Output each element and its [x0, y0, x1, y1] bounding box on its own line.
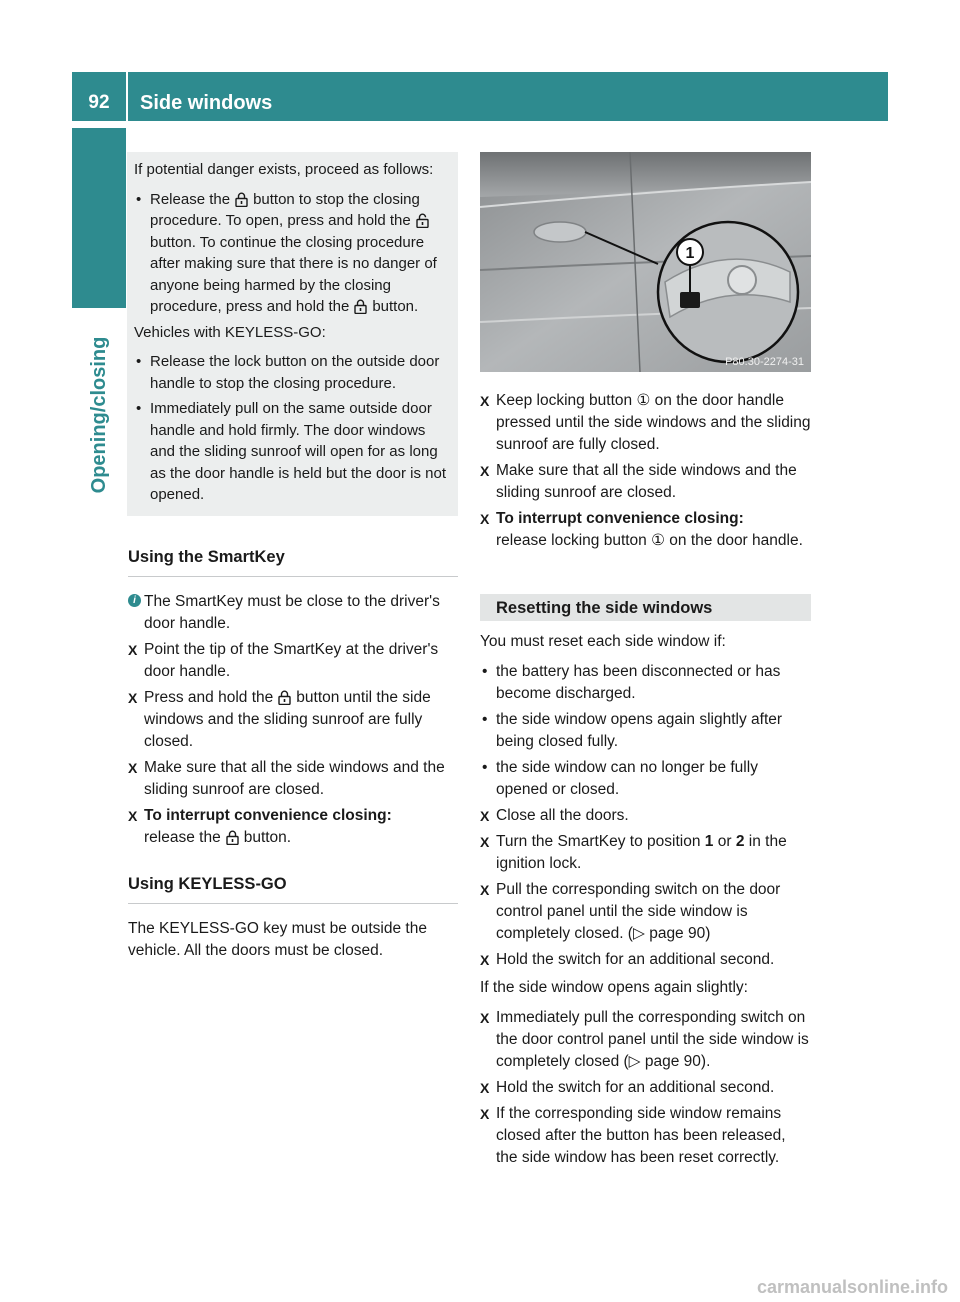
step-item	[480, 879, 811, 945]
step-text: Make sure that all the side windows and the sliding sunroof are closed.	[496, 462, 797, 501]
danger-intro: If potential danger exists, proceed as follows:	[134, 161, 434, 178]
x-step-icon: X	[128, 759, 138, 776]
step-text: Make sure that all the side windows and the sliding sunroof are closed.	[144, 758, 445, 798]
x-step-icon: X	[128, 807, 138, 824]
unlock-icon	[416, 213, 429, 228]
x-step-icon: X	[480, 1010, 490, 1026]
step-text: Immediately pull the corresponding switch on the door control panel until the side window is completely closed (▷ page 90).	[496, 1009, 809, 1070]
step-item	[480, 1077, 811, 1099]
reset-bullet: • the side window can no longer be fully opened or closed.	[480, 757, 811, 801]
step-text: release the	[144, 828, 221, 846]
lock-icon	[226, 830, 239, 845]
bullet-text: Release the	[150, 190, 231, 208]
step-text: Point the tip of the SmartKey at the driver's door handle.	[144, 640, 439, 680]
x-step-icon: X	[480, 393, 490, 409]
step-item	[480, 805, 811, 827]
page-title: Side windows	[140, 92, 273, 114]
bullet-text: button to stop the closing procedure. To open, press and hold the	[150, 190, 420, 229]
step-text: in the ignition lock.	[496, 833, 787, 872]
x-step-icon: X	[480, 463, 490, 479]
step-item	[480, 390, 811, 456]
section-heading-reset: Resetting the side windows	[480, 594, 811, 621]
lock-icon	[278, 690, 291, 705]
photo-callout-number: 1	[685, 245, 695, 262]
side-section-label	[72, 310, 126, 520]
step-text: If the corresponding side window remains closed after the button has been released, the side window has been reset correctly.	[496, 1105, 786, 1166]
step-item	[128, 805, 458, 849]
step-text: Close all the doors.	[496, 807, 629, 824]
step-item	[480, 949, 811, 971]
step-item	[480, 508, 811, 552]
step-item	[480, 460, 811, 504]
step-item	[480, 831, 811, 875]
reset-bullet: • the battery has been disconnected or has become discharged.	[480, 661, 811, 705]
step-item	[480, 1007, 811, 1073]
danger-bullet-1	[134, 189, 451, 318]
section-heading-keyless: Using KEYLESS-GO	[128, 873, 458, 904]
lock-icon	[354, 299, 367, 314]
danger-bullet-2: • Release the lock button on the outside door handle to stop the closing procedure.	[134, 351, 451, 394]
info-icon: i	[128, 594, 141, 607]
position-value: 1	[704, 833, 714, 850]
x-step-icon: X	[480, 1080, 490, 1096]
info-text: The SmartKey must be close to the driver's door handle.	[144, 592, 440, 632]
step-item	[128, 639, 458, 683]
page-number: 92	[88, 92, 110, 113]
info-note	[128, 591, 458, 635]
x-step-icon: X	[480, 882, 490, 898]
left-column	[128, 152, 458, 970]
step-text: Turn the SmartKey to position	[496, 833, 701, 850]
danger-box	[127, 152, 458, 516]
step-text: button.	[243, 828, 292, 846]
step-text: or	[717, 833, 732, 850]
step-bold-text: To interrupt convenience closing:	[144, 806, 392, 824]
keyless-text: The KEYLESS-GO key must be outside the vehicle. All the doors must be closed.	[128, 919, 427, 959]
x-step-icon: X	[480, 952, 490, 968]
step-text: Hold the switch for an additional second.	[496, 951, 775, 968]
x-step-icon: X	[480, 511, 490, 527]
side-section-label-text: Opening/closing	[88, 336, 110, 494]
lock-icon	[235, 192, 248, 207]
x-step-icon: X	[480, 1106, 490, 1122]
footer-watermark: carmanualsonline.info	[756, 1277, 948, 1297]
reset-intro: You must reset each side window if:	[480, 633, 726, 650]
danger-bullet-3: • Immediately pull on the same outside door handle and hold firmly. The door windows and the sliding sunroof will open for as long as the door handle is held but the door is not opened.	[134, 398, 451, 506]
step-text: Hold the switch for an additional second.	[496, 1079, 775, 1096]
photo-code: P80.30-2274-31	[725, 356, 804, 368]
step-text: Press and hold the	[144, 688, 274, 706]
step-item	[480, 1103, 811, 1169]
step-text: Pull the corresponding switch on the door control panel until the side window is completely closed. (▷ page 90)	[496, 881, 781, 942]
door-handle-illustration	[480, 152, 811, 372]
right-column	[480, 152, 811, 1173]
side-tab	[72, 128, 126, 308]
header-divider	[126, 72, 128, 121]
section-heading-smartkey: Using the SmartKey	[128, 546, 458, 577]
keyless-intro: Vehicles with KEYLESS-GO:	[134, 323, 326, 341]
x-step-icon: X	[480, 808, 490, 824]
step-item	[128, 757, 458, 801]
position-value: 2	[735, 833, 745, 850]
step-text: release locking button ① on the door handle.	[496, 532, 803, 549]
step-text: button until the side windows and the sliding sunroof are fully closed.	[144, 688, 431, 750]
bullet-text: button. To continue the closing procedure after making sure that there is no danger of anyone being harmed by the closing procedure, press and hold the	[150, 233, 437, 315]
x-step-icon: X	[128, 641, 138, 658]
x-step-icon: X	[128, 689, 138, 706]
door-handle-photo	[480, 152, 811, 372]
bullet-text: button.	[372, 298, 419, 315]
step-item	[128, 687, 458, 753]
step-text: Keep locking button ① on the door handle pressed until the side windows and the sliding sunroof are fully closed.	[496, 392, 811, 453]
reset-bullet: • the side window opens again slightly after being closed fully.	[480, 709, 811, 753]
x-step-icon: X	[480, 834, 490, 850]
slightly-intro: If the side window opens again slightly:	[480, 979, 748, 996]
step-bold-text: To interrupt convenience closing:	[496, 510, 744, 527]
